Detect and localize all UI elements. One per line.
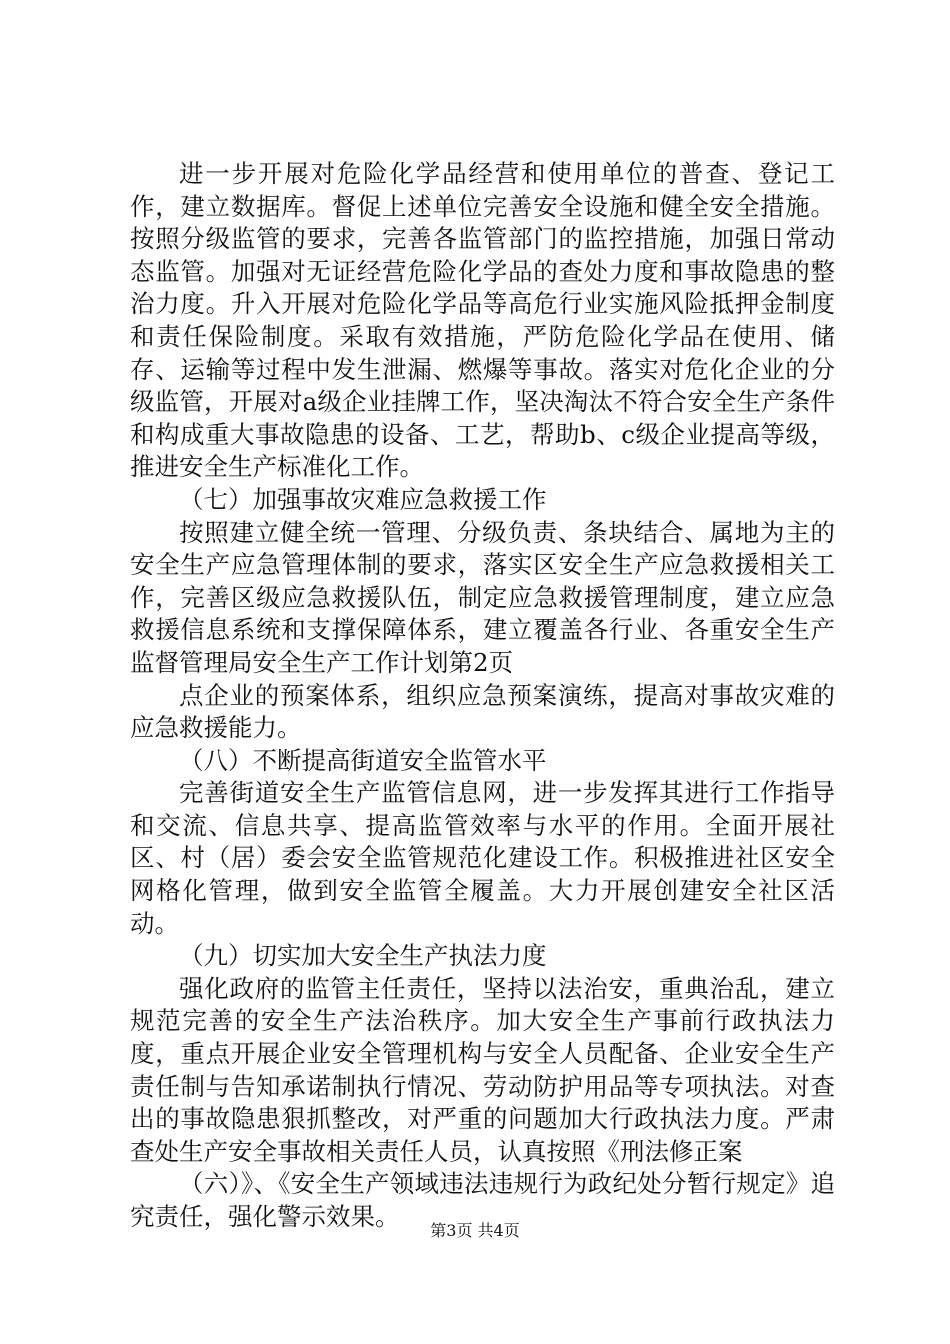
document-body	[130, 158, 835, 1234]
paragraph-hazardous-chemicals: 进一步开展对危险化学品经营和使用单位的普查、登记工作，建立数据库。督促上述单位完善安全设施和健全安全措施。按照分级监管的要求，完善各监管部门的监控措施，加强日常动态监管。加强对无证经营危险化学品的查处力度和事故隐患的整治力度。升入开展对危险化学品等高危行业实施风险抵押金制度和责任保险制度。采取有效措施，严防危险化学品在使用、储存、运输等过程中发生泄漏、燃爆等事故。落实对危化企业的分级监管，开展对a级企业挂牌工作，坚决淘汰不符合安全生产条件和构成重大事故隐患的设备、工艺，帮助b、c级企业提高等级，推进安全生产标准化工作。	[130, 159, 835, 482]
paragraph-law-enforcement: 强化政府的监管主任责任，坚持以法治安，重典治乱，建立规范完善的安全生产法治秩序。加大安全生产事前行政执法力度，重点开展企业安全管理机构与安全人员配备、企业安全生产责任制与告知承诺制执行情况、劳动防护用品等专项执法。对查出的事故隐患狠抓整改，对严重的问题加大行政执法力度。严肃查处生产安全事故相关责任人员，认真按照《刑法修正案	[130, 973, 835, 1166]
paragraph-law-enforcement-continued: （六）》、《安全生产领域违法违规行为政纪处分暂行规定》追究责任，强化警示效果。	[130, 1169, 835, 1231]
paragraph-emergency-rescue: 按照建立健全统一管理、分级负责、条块结合、属地为主的安全生产应急管理体制的要求，落实区安全生产应急救援相关工作，完善区级应急救援队伍，制定应急救援管理制度，建立应急救援信息系统和支撑保障体系，建立覆盖各行业、各重安全生产监督管理局安全生产工作计划第2页	[130, 517, 835, 677]
section-heading-9: （九）切实加大安全生产执法力度	[179, 941, 547, 971]
page-number-footer: 第3页 共4页	[430, 1221, 520, 1240]
section-heading-8: （八）不断提高街道安全监管水平	[179, 745, 547, 775]
paragraph-street-supervision: 完善街道安全生产监管信息网，进一步发挥其进行工作指导和交流、信息共享、提高监管效率与水平的作用。全面开展社区、村（居）委会安全监管规范化建设工作。积极推进社区安全网格化管理，做到安全监管全履盖。大力开展创建安全社区活动。	[130, 778, 835, 938]
section-heading-7: （七）加强事故灾难应急救援工作	[179, 484, 547, 514]
paragraph-emergency-rescue-continued: 点企业的预案体系，组织应急预案演练，提高对事故灾难的应急救援能力。	[130, 680, 835, 743]
